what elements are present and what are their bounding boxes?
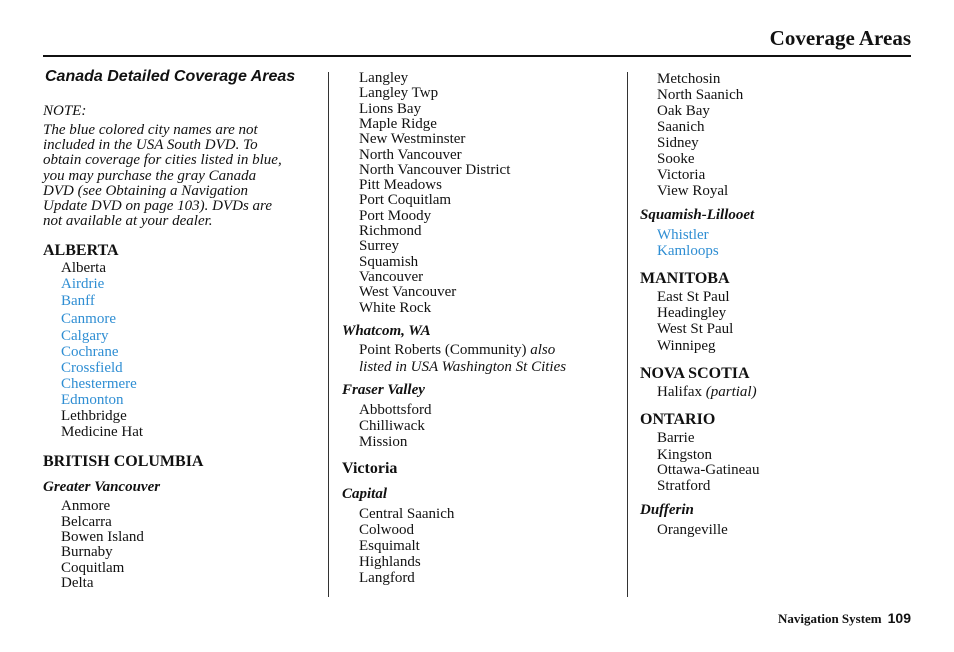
page-title: Coverage Areas	[769, 26, 911, 50]
city-item: East St Paul	[657, 289, 730, 305]
subregion-whatcom: Whatcom, WA	[342, 323, 431, 339]
subregion-dufferin: Dufferin	[640, 502, 694, 518]
city-item: Pitt Meadows	[359, 177, 442, 193]
city-item: Richmond	[359, 223, 422, 239]
city-item: Langley	[359, 70, 409, 86]
city-item: Saanich	[657, 119, 705, 135]
city-item: Banff	[61, 293, 95, 309]
city-item: Esquimalt	[359, 538, 420, 554]
city-item: Airdrie	[61, 276, 105, 292]
heading-alberta: ALBERTA	[43, 242, 119, 259]
footer-label: Navigation System	[778, 611, 882, 626]
city-item: West St Paul	[657, 321, 734, 337]
header-rule	[43, 55, 911, 57]
city-item: Ottawa-Gatineau	[657, 462, 760, 478]
city-item: Colwood	[359, 522, 415, 538]
city-item: Coquitlam	[61, 560, 125, 576]
city-item: View Royal	[657, 183, 729, 199]
city-item: North Vancouver District	[359, 162, 511, 178]
city-item: Edmonton	[61, 392, 124, 408]
whatcom-entry-name: Point Roberts (Community)	[359, 342, 527, 358]
city-item: Metchosin	[657, 71, 721, 87]
city-item: Maple Ridge	[359, 116, 437, 132]
page-number: 109	[887, 610, 911, 626]
note-line: you may purchase the gray Canada	[43, 168, 257, 184]
city-item: Anmore	[61, 498, 111, 514]
note-label: NOTE:	[43, 103, 87, 119]
city-qualifier: (partial)	[705, 384, 757, 400]
subregion-squamish-lillooet: Squamish-Lillooet	[640, 207, 755, 223]
city-item: Mission	[359, 434, 408, 450]
city-item: Langley Twp	[359, 85, 439, 101]
city-item: Highlands	[359, 554, 421, 570]
city-item: Chestermere	[61, 376, 137, 392]
whatcom-note: also	[530, 342, 556, 358]
city-item: Port Moody	[359, 208, 432, 224]
city-item: Chilliwack	[359, 418, 425, 434]
city-item: Sidney	[657, 135, 699, 151]
city-item: Winnipeg	[657, 338, 716, 354]
city-item: Lethbridge	[61, 408, 127, 424]
city-item: Abbottsford	[359, 402, 432, 418]
city-item: Burnaby	[61, 544, 113, 560]
whatcom-entry	[359, 343, 555, 358]
city-item: Stratford	[657, 478, 711, 494]
subregion-fraser-valley: Fraser Valley	[342, 382, 425, 398]
footer	[778, 610, 911, 627]
note-line: not available at your dealer.	[43, 213, 213, 229]
city-item: Medicine Hat	[61, 424, 144, 440]
city-item: Kingston	[657, 447, 713, 463]
note-line: obtain coverage for cities listed in blue,	[43, 152, 282, 168]
column-divider	[627, 72, 628, 597]
note-line: DVD (see Obtaining a Navigation	[43, 183, 248, 199]
city-item: Vancouver	[359, 269, 424, 285]
city-item: Crossfield	[61, 360, 123, 376]
city-item: Headingley	[657, 305, 727, 321]
whatcom-note-line: listed in USA Washington St Cities	[359, 359, 567, 375]
heading-ontario: ONTARIO	[640, 411, 716, 428]
city-item: New Westminster	[359, 131, 466, 147]
city-item: Cochrane	[61, 344, 119, 360]
column-divider	[328, 72, 329, 597]
heading-british-columbia: BRITISH COLUMBIA	[43, 453, 204, 470]
city-item: Langford	[359, 570, 415, 586]
city-item: Belcarra	[61, 514, 112, 530]
city-item: West Vancouver	[359, 284, 457, 300]
city-item: Kamloops	[657, 243, 719, 259]
subregion-greater-vancouver: Greater Vancouver	[43, 479, 161, 495]
section-title: Canada Detailed Coverage Areas	[45, 68, 296, 85]
city-item: Surrey	[359, 238, 399, 254]
subregion-capital: Capital	[342, 486, 388, 502]
city-item: North Vancouver	[359, 147, 462, 163]
note-line: Update DVD on page 103). DVDs are	[43, 198, 272, 214]
city-item: Port Coquitlam	[359, 192, 452, 208]
note-line: The blue colored city names are not	[43, 122, 258, 138]
city-item: Canmore	[61, 311, 116, 327]
city-item: Orangeville	[657, 522, 728, 538]
city-item: Squamish	[359, 254, 419, 270]
city-item: Lions Bay	[359, 101, 422, 117]
city-item: Sooke	[657, 151, 695, 167]
city-item: Victoria	[657, 167, 706, 183]
heading-victoria: Victoria	[342, 460, 398, 477]
city-item: White Rock	[359, 300, 432, 316]
heading-manitoba: MANITOBA	[640, 270, 730, 287]
heading-nova-scotia: NOVA SCOTIA	[640, 365, 750, 382]
city-item: Central Saanich	[359, 506, 455, 522]
note-line: included in the USA South DVD. To	[43, 137, 258, 153]
city-name: Halifax	[657, 384, 702, 400]
city-item: North Saanich	[657, 87, 744, 103]
city-item: Oak Bay	[657, 103, 710, 119]
city-item	[657, 385, 757, 400]
city-item: Calgary	[61, 328, 109, 344]
city-item: Whistler	[657, 227, 709, 243]
city-item: Barrie	[657, 430, 695, 446]
city-item: Delta	[61, 575, 94, 591]
city-item: Bowen Island	[61, 529, 144, 545]
city-item: Alberta	[61, 260, 106, 276]
